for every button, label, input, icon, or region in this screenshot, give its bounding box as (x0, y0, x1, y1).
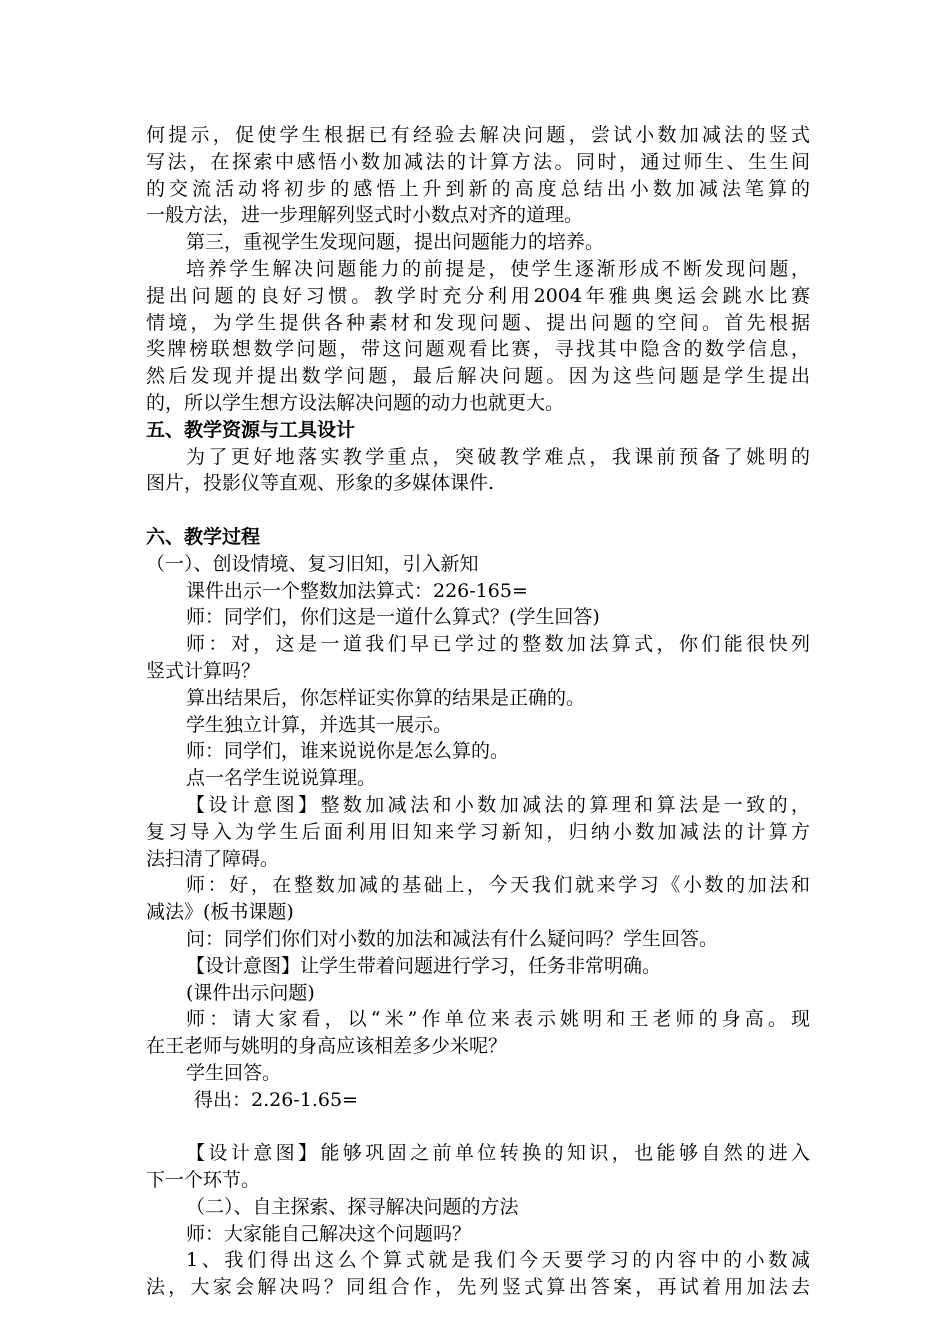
paragraph-line: 图片，投影仪等直观、形象的多媒体课件. (146, 472, 495, 495)
paragraph-line: 第三，重视学生发现问题，提出问题能力的培养。 (186, 231, 605, 254)
subsection-heading: （一）、创设情境、复习旧知，引入新知 (146, 552, 479, 575)
design-intent-line: 【设计意图】整数加减法和小数加减法的算理和算法是一致的， (186, 793, 810, 816)
formula-line: 得出：2.26-1.65= (194, 1088, 358, 1111)
paragraph-line: 情境，为学生提供各种素材和发现问题、提出问题的空间。首先根据 (146, 311, 810, 334)
design-intent-line: 【设计意图】能够巩固之前单位转换的知识，也能够自然的进入 (186, 1142, 810, 1165)
paragraph-line: 然后发现并提出数学问题，最后解决问题。因为这些问题是学生提出 (146, 365, 810, 388)
paragraph-line: 复习导入为学生后面利用旧知来学习新知，归纳小数加减法的计算方 (146, 820, 810, 843)
paragraph-line: 学生独立计算，并选其一展示。 (186, 713, 453, 736)
paragraph-line: 法，大家会解决吗？同组合作，先列竖式算出答案，再试着用加法去 (146, 1276, 810, 1299)
paragraph-line: 写法，在探索中感悟小数加减法的计算方法。同时，通过师生、生生间 (146, 150, 810, 173)
paragraph-line: 师：同学们，谁来说说你是怎么算的。 (186, 740, 510, 763)
paragraph-line: 何提示，促使学生根据已有经验去解决问题，尝试小数加减法的竖式 (146, 124, 810, 146)
paragraph-line: 课件出示一个整数加法算式：226-165= (186, 579, 528, 602)
section-heading-5: 五、教学资源与工具设计 (146, 418, 356, 441)
blank-line (146, 497, 810, 524)
paragraph-line: 点一名学生说说算理。 (186, 767, 377, 790)
paragraph-line: 为了更好地落实教学重点，突破教学难点，我课前预备了姚明的 (186, 445, 810, 468)
paragraph-line: 下一个环节。 (146, 1169, 261, 1192)
paragraph-line: 师：大家能自己解决这个问题吗？ (186, 1222, 472, 1245)
paragraph-line: 师：请大家看，以“米”作单位来表示姚明和王老师的身高。现 (186, 1008, 810, 1031)
paragraph-line: (课件出示问题) (186, 981, 315, 1004)
design-intent-line: 【设计意图】让学生带着问题进行学习，任务非常明确。 (186, 954, 662, 977)
document-page (146, 122, 810, 1301)
paragraph-line: 提出问题的良好习惯。教学时充分利用2004年雅典奥运会跳水比赛 (146, 284, 810, 307)
paragraph-line: 法扫清了障碍。 (146, 847, 280, 870)
paragraph-line: 问：同学们你们对小数的加法和减法有什么疑问吗？学生回答。 (186, 927, 719, 950)
paragraph-line: 培养学生解决问题能力的前提是，使学生逐渐形成不断发现问题， (186, 257, 810, 280)
paragraph-line: 师：同学们，你们这是一道什么算式？(学生回答) (186, 606, 600, 629)
paragraph-line: 师：对，这是一道我们早已学过的整数加法算式，你们能很快列 (186, 633, 810, 656)
paragraph-line: 学生回答。 (186, 1061, 282, 1084)
paragraph-line: 一般方法，进一步理解列竖式时小数点对齐的道理。 (146, 204, 584, 227)
paragraph-line: 奖牌榜联想数学问题，带这问题观看比赛，寻找其中隐含的数学信息， (146, 338, 810, 361)
paragraph-line: 竖式计算吗？ (146, 659, 261, 682)
paragraph-line: 算出结果后，你怎样证实你算的结果是正确的。 (186, 686, 586, 709)
paragraph-line: 减法》(板书课题) (146, 901, 294, 924)
paragraph-line: 在王老师与姚明的身高应该相差多少米呢？ (146, 1035, 508, 1058)
paragraph-line: 1、我们得出这么个算式就是我们今天要学习的内容中的小数减 (186, 1249, 810, 1272)
blank-line (146, 1113, 810, 1140)
section-heading-6: 六、教学过程 (146, 525, 261, 548)
paragraph-line: 的交流活动将初步的感悟上升到新的高度总结出小数加减法笔算的 (146, 177, 810, 200)
paragraph-line: 师：好，在整数加减的基础上，今天我们就来学习《小数的加法和 (186, 874, 810, 897)
paragraph-line: 的，所以学生想方设法解决问题的动力也就更大。 (146, 391, 565, 414)
subsection-heading: （二）、自主探索、探寻解决问题的方法 (186, 1195, 519, 1218)
